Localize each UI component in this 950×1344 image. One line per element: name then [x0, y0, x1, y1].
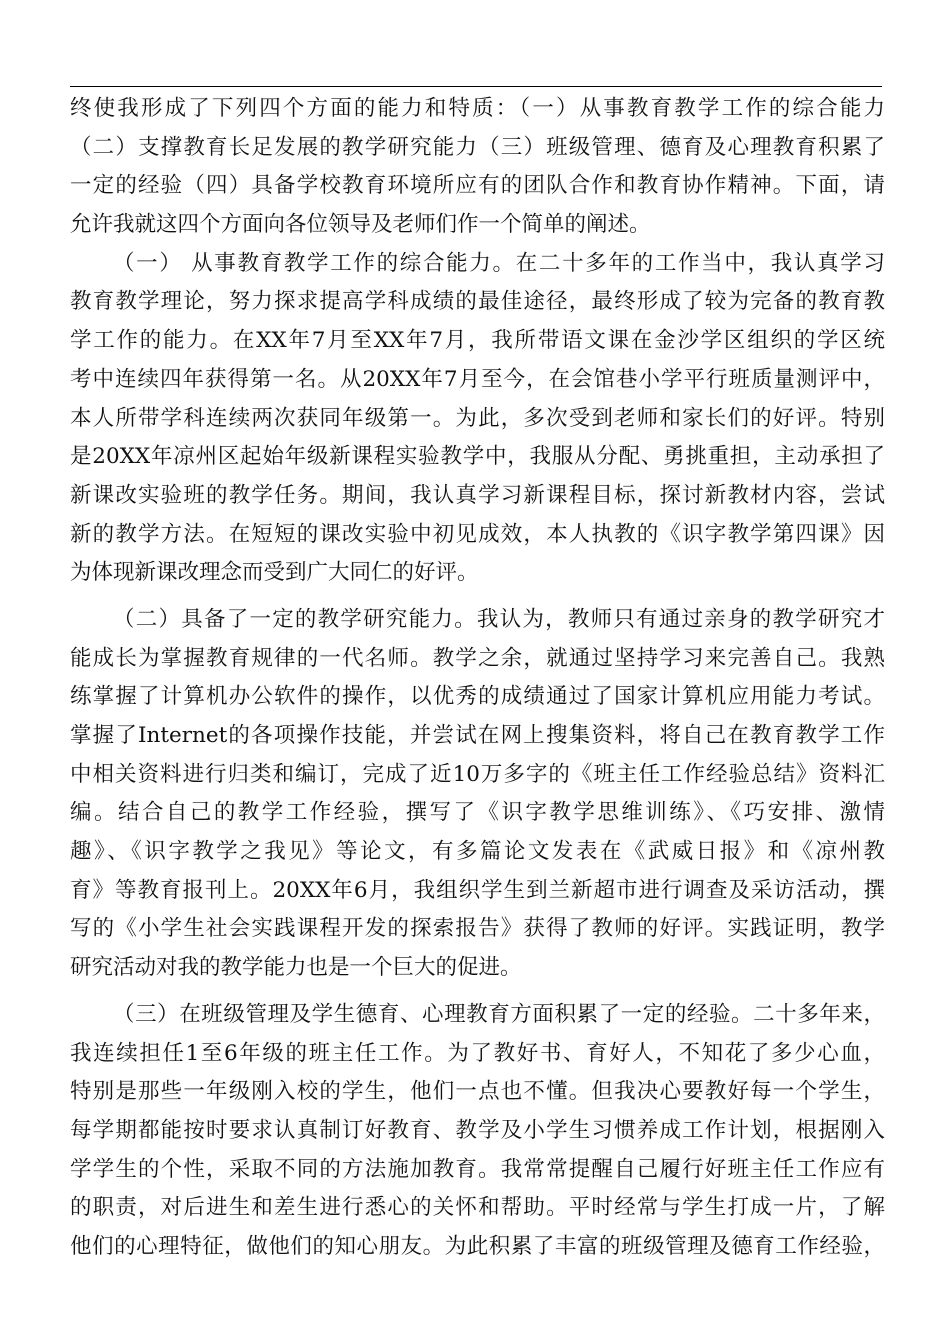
text-line: 教育教学理论，努力探求提高学科成绩的最佳途径，最终形成了较为完备的教育教: [70, 289, 885, 315]
text-line: 本人所带学科连续两次获同年级第一。为此，多次受到老师和家长们的好评。特别: [70, 405, 885, 431]
text-line: （一） 从事教育教学工作的综合能力。在二十多年的工作当中，我认真学习: [113, 250, 885, 276]
text-line: 特别是那些一年级刚入校的学生，他们一点也不懂。但我决心要教好每一个学生，: [70, 1079, 885, 1105]
text-line: （二）支撑教育长足发展的教学研究能力（三）班级管理、德育及心理教育积累了: [70, 134, 885, 160]
document-body: [70, 90, 885, 1267]
text-line: 中相关资料进行归类和编订，完成了近10万多字的《班主任工作经验总结》资料汇: [70, 761, 885, 787]
text-line: 编。结合自己的教学工作经验，撰写了《识字教学思维训练》、《巧安排、激情: [70, 800, 885, 826]
paragraph: [70, 90, 885, 245]
text-line: 新的教学方法。在短短的课改实验中初见成效，本人执教的《识字教学第四课》因: [70, 521, 885, 547]
text-line: （三）在班级管理及学生德育、心理教育方面积累了一定的经验。二十多年来，: [113, 1001, 885, 1027]
header-rule: [70, 86, 882, 87]
text-line: 允许我就这四个方面向各位领导及老师们作一个简单的阐述。: [70, 212, 651, 238]
paragraph: [70, 245, 885, 593]
paragraph-gap: [70, 988, 885, 996]
text-line: 的职责，对后进生和差生进行悉心的关怀和帮助。平时经常与学生打成一片，了解: [70, 1195, 885, 1221]
text-line: 终使我形成了下列四个方面的能力和特质：（一）从事教育教学工作的综合能力: [70, 96, 885, 121]
text-line: 每学期都能按时要求认真制订好教育、教学及小学生习惯养成工作计划，根据刚入: [70, 1117, 885, 1143]
text-line: 研究活动对我的教学能力也是一个巨大的促进。: [70, 955, 522, 981]
text-line: 学学生的个性，采取不同的方法施加教育。我常常提醒自己履行好班主任工作应有: [70, 1156, 885, 1182]
text-line: 我连续担任1至6年级的班主任工作。为了教好书、育好人，不知花了多少心血，: [70, 1040, 885, 1066]
text-line: 趣》、《识字教学之我见》等论文，有多篇论文发表在《武威日报》和《凉州教: [70, 839, 885, 865]
text-line: 为体现新课改理念而受到广大同仁的好评。: [70, 560, 479, 586]
text-line: 考中连续四年获得第一名。从20XX年7月至今，在会馆巷小学平行班质量测评中，: [70, 366, 885, 392]
text-line: 掌握了Internet的各项操作技能，并尝试在网上搜集资料，将自己在教育教学工作: [70, 723, 885, 748]
text-line: 一定的经验（四）具备学校教育环境所应有的团队合作和教育协作精神。下面，请: [70, 173, 885, 199]
text-line: （二）具备了一定的教学研究能力。我认为，教师只有通过亲身的教学研究才: [113, 606, 885, 632]
paragraph: [70, 996, 885, 1267]
paragraph-gap: [70, 593, 885, 601]
text-line: 练掌握了计算机办公软件的操作，以优秀的成绩通过了国家计算机应用能力考试。: [70, 684, 885, 710]
paragraph: [70, 601, 885, 988]
text-line: 学工作的能力。在XX年7月至XX年7月，我所带语文课在金沙学区组织的学区统: [70, 328, 885, 354]
text-line: 是20XX年凉州区起始年级新课程实验教学中，我服从分配、勇挑重担，主动承担了: [70, 444, 885, 470]
text-line: 能成长为掌握教育规律的一代名师。教学之余，就通过坚持学习来完善自己。我熟: [70, 645, 885, 671]
text-line: 他们的心理特征，做他们的知心朋友。为此积累了丰富的班级管理及德育工作经验，: [70, 1233, 885, 1259]
text-line: 育》等教育报刊上。20XX年6月，我组织学生到兰新超市进行调查及采访活动，撰: [70, 877, 885, 903]
text-line: 新课改实验班的教学任务。期间，我认真学习新课程目标，探讨新教材内容，尝试: [70, 482, 885, 508]
text-line: 写的《小学生社会实践课程开发的探索报告》获得了教师的好评。实践证明，教学: [70, 916, 885, 942]
